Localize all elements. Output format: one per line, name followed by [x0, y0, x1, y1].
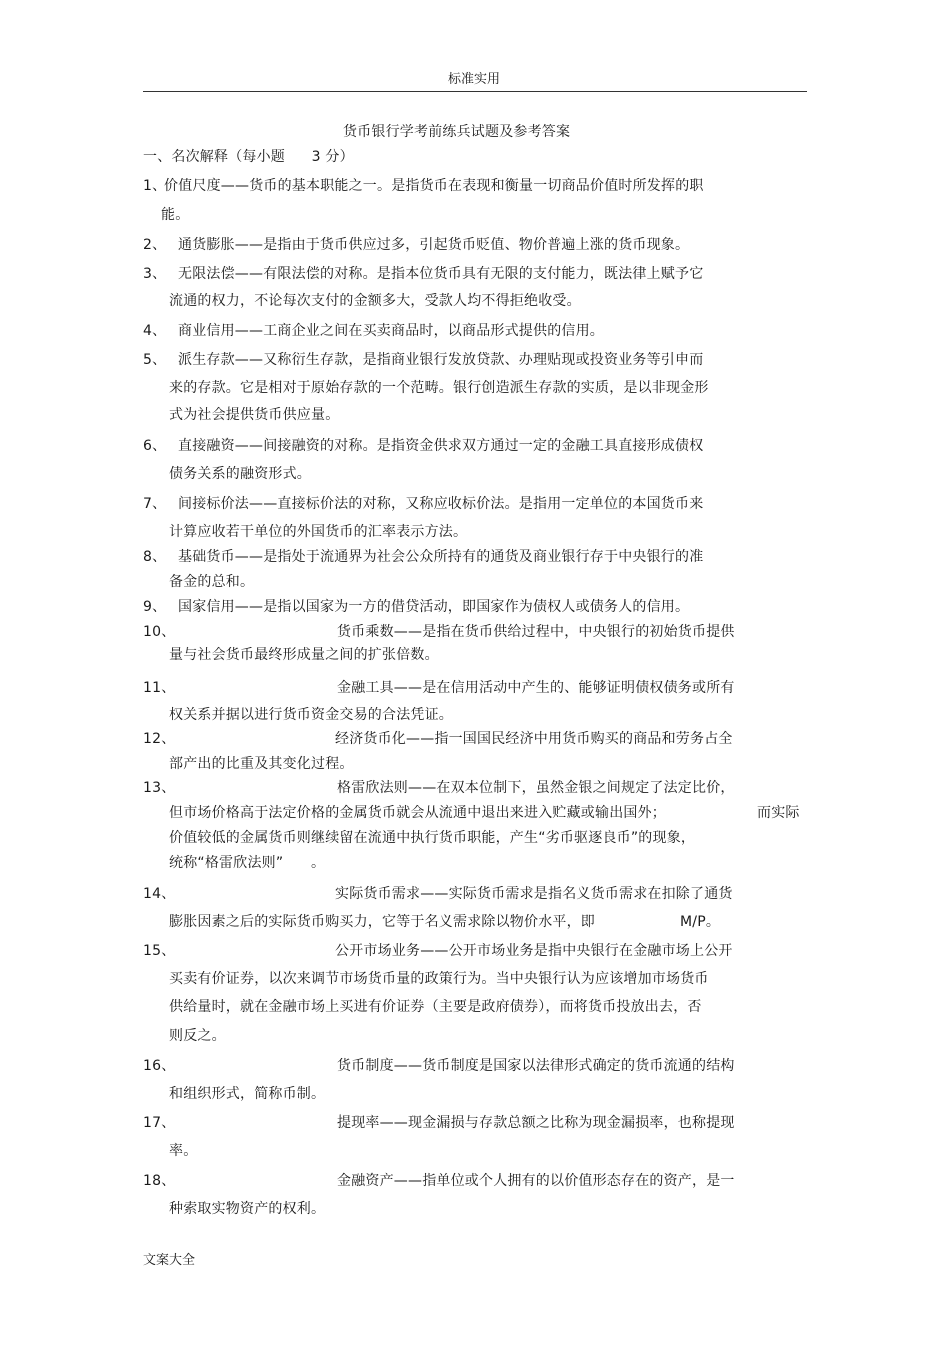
item-text: 货币乘数——是指在货币供给过程中，中央银行的初始货币提供: [337, 624, 735, 640]
item-text: 量与社会货币最终形成量之间的扩张倍数。: [169, 647, 439, 663]
item-text: 金融工具——是在信用活动中产生的、能够证明债权债务或所有: [337, 680, 735, 696]
item-text: 价值较低的金属货币则继续留在流通中执行货币职能，产生“劣币驱逐良币”的现象，: [169, 830, 696, 846]
section-heading: [143, 146, 354, 166]
item-text: 权关系并据以进行货币资金交易的合法凭证。: [169, 707, 453, 723]
item-number: 16、: [143, 1058, 176, 1074]
item-text: 格雷欣法则——在双本位制下，虽然金银之间规定了法定比价，: [337, 780, 735, 796]
item-text: 但市场价格高于法定价格的金属货币就会从流通中退出来进入贮藏或输出国外；: [169, 805, 666, 821]
item-number: 7、: [143, 496, 167, 512]
item-text-end: 。: [311, 855, 326, 871]
item-text: 率。: [169, 1143, 198, 1159]
item-number: 11、: [143, 680, 176, 696]
item-text: 通货膨胀——是指由于货币供应过多，引起货币贬值、物价普遍上涨的货币现象。: [178, 237, 690, 253]
item-text: 备金的总和。: [169, 574, 255, 590]
formula-text: M/P: [680, 914, 706, 930]
item-text: 间接标价法——直接标价法的对称，又称应收标价法。是指用一定单位的本国货币来: [178, 496, 704, 512]
item-number: 1、: [143, 178, 167, 194]
item-text: 膨胀因素之后的实际货币购买力，它等于名义需求除以物价水平，即: [169, 914, 595, 930]
item-text: 和组织形式，简称币制。: [169, 1086, 326, 1102]
item-text: 则反之。: [169, 1028, 226, 1044]
item-text: 式为社会提供货币供应量。: [169, 407, 340, 423]
item-text: 商业信用——工商企业之间在买卖商品时，以商品形式提供的信用。: [178, 323, 604, 339]
item-text: 基础货币——是指处于流通界为社会公众所持有的通货及商业银行存于中央银行的准: [178, 549, 704, 565]
item-text: 经济货币化——指一国国民经济中用货币购买的商品和劳务占全: [335, 731, 733, 747]
item-text: 供给量时，就在金融市场上买进有价证券（主要是政府债券），而将货币投放出去，否: [169, 999, 702, 1015]
item-text: 直接融资——间接融资的对称。是指资金供求双方通过一定的金融工具直接形成债权: [178, 438, 704, 454]
item-text: 提现率——现金漏损与存款总额之比称为现金漏损率，也称提现: [337, 1115, 735, 1131]
section-label: 一、名次解释（每小题: [143, 149, 285, 165]
item-text: 统称“格雷欣法则”: [169, 855, 284, 871]
item-number: 14、: [143, 886, 176, 902]
item-number: 15、: [143, 943, 176, 959]
item-number: 17、: [143, 1115, 176, 1131]
item-text: 派生存款——又称衍生存款，是指商业银行发放贷款、办理贴现或投资业务等引申而: [178, 352, 704, 368]
item-text: 无限法偿——有限法偿的对称。是指本位货币具有无限的支付能力，既法律上赋予它: [178, 266, 704, 282]
item-text: 来的存款。它是相对于原始存款的一个范畴。银行创造派生存款的实质，是以非现金形: [169, 380, 709, 396]
item-text: 部产出的比重及其变化过程。: [169, 756, 354, 772]
item-number: 4、: [143, 323, 167, 339]
item-text: 流通的权力，不论每次支付的金额多大，受款人均不得拒绝收受。: [169, 293, 581, 309]
item-text: 价值尺度——货币的基本职能之一。是指货币在表现和衡量一切商品价值时所发挥的职: [164, 178, 704, 194]
item-text: 国家信用——是指以国家为一方的借贷活动，即国家作为债权人或债务人的信用。: [178, 599, 690, 615]
item-number: 9、: [143, 599, 167, 615]
item-text-tail: 而实际: [757, 805, 800, 821]
item-number: 2、: [143, 237, 167, 253]
item-number: 5、: [143, 352, 167, 368]
item-text: 公开市场业务——公开市场业务是指中央银行在金融市场上公开: [335, 943, 733, 959]
item-number: 13、: [143, 780, 176, 796]
header-rule: [143, 91, 807, 92]
item-number: 18、: [143, 1173, 176, 1189]
item-number: 10、: [143, 624, 176, 640]
item-number: 6、: [143, 438, 167, 454]
item-text: 能。: [161, 207, 190, 223]
page-header: 标准实用: [448, 72, 501, 87]
item-text: 货币制度——货币制度是国家以法律形式确定的货币流通的结构: [337, 1058, 735, 1074]
page-footer: 文案大全: [143, 1253, 196, 1268]
item-text: 计算应收若干单位的外国货币的汇率表示方法。: [169, 524, 468, 540]
item-number: 3、: [143, 266, 167, 282]
item-text: 种索取实物资产的权利。: [169, 1201, 326, 1217]
item-text: 债务关系的融资形式。: [169, 466, 311, 482]
document-title: 货币银行学考前练兵试题及参考答案: [343, 124, 571, 140]
formula-end: 。: [705, 914, 721, 930]
item-text: 买卖有价证券，以次来调节市场货币量的政策行为。当中央银行认为应该增加市场货币: [169, 971, 709, 987]
item-number: 8、: [143, 549, 167, 565]
item-number: 12、: [143, 731, 176, 747]
item-text: 金融资产——指单位或个人拥有的以价值形态存在的资产，是一: [337, 1173, 735, 1189]
item-text: 实际货币需求——实际货币需求是指名义货币需求在扣除了通货: [335, 886, 733, 902]
section-points: 3 分）: [311, 149, 354, 165]
item-formula: [680, 911, 720, 931]
